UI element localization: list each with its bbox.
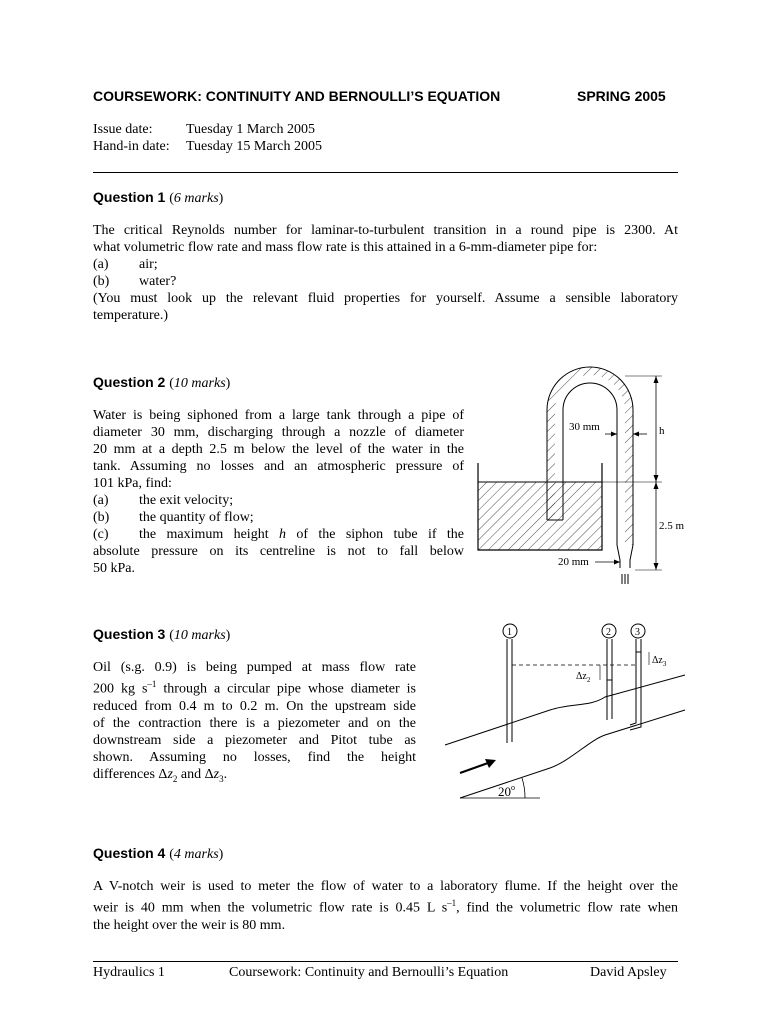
q4-line-2: weir is 40 mm when the volumetric flow rate is 0.45 L $s^{-1}$, find the volumetric flow rate when — [93, 898, 678, 916]
inclined-pipe-figure — [440, 615, 690, 810]
question-3-body — [93, 659, 416, 787]
document-term: SPRING 2005 — [577, 88, 666, 104]
q2-line: tank. Assuming no losses and an atmospheric pressure of — [93, 459, 464, 474]
q1-item-a-text: air; — [139, 257, 158, 272]
document-title: COURSEWORK: CONTINUITY AND BERNOULLI’S EQUATION — [93, 88, 501, 104]
q2-line: 20 mm at a depth 2.5 m below the level of the water in the — [93, 442, 464, 457]
label-2-5m: 2.5 m — [659, 520, 685, 532]
pitot-tube-left — [630, 639, 636, 725]
q3-line: of the contraction there is a piezometer and on the — [93, 715, 416, 731]
q2-line: diameter 30 mm, discharging through a nozzle of diameter — [93, 425, 464, 440]
question-1-label: Question 1 — [93, 189, 166, 205]
nozzle — [617, 545, 633, 568]
q2-item-c-variable: h — [278, 527, 286, 542]
q1-line: (You must look up the relevant fluid properties for yourself. Assume a sensible laboratory — [93, 291, 678, 306]
question-4-marks: 4 marks — [173, 847, 219, 862]
q2-line: 50 kPa. — [93, 561, 135, 576]
tank-water — [478, 482, 602, 550]
question-1-marks: 6 marks — [173, 191, 219, 206]
label-30mm: 30 mm — [569, 421, 600, 433]
dim-20mm-arrowhead — [614, 560, 620, 565]
header-divider — [93, 172, 678, 173]
label-h: h — [659, 425, 665, 437]
question-3-marks: 10 marks — [173, 628, 226, 643]
flow-arrow — [460, 763, 488, 773]
dim-30mm-arrowhead-left — [611, 432, 617, 437]
q3-line: shown. Assuming no losses, find the height — [93, 749, 416, 765]
question-4-title: Question 4 (4 marks) — [93, 845, 224, 862]
q3-line-7: differences $\Delta z_2$ and $\Delta z_3$. — [93, 766, 228, 784]
q2-line: absolute pressure on its centreline is not to fall below — [93, 544, 464, 559]
q2-line: Water is being siphoned from a large tank through a pipe of — [93, 408, 464, 423]
q1-item-b-label: (b) — [93, 274, 110, 289]
q4-line: the height over the weir is 80 mm. — [93, 917, 286, 933]
q2-item-a — [93, 492, 464, 509]
dz3-label: $\Delta z_3$ — [652, 655, 667, 668]
q1-line: The critical Reynolds number for laminar-to-turbulent transition in a round pipe is 2300. At — [93, 223, 678, 238]
q2-item-b-label: (b) — [93, 510, 110, 525]
q4-line: A V-notch weir is used to meter the flow of water to a laboratory flume. If the height over the — [93, 879, 678, 894]
footer-author: David Apsley — [590, 965, 667, 980]
station-1-label: 1 — [507, 627, 512, 638]
pipe-lower-wall — [460, 710, 685, 798]
q3-line: downstream side a piezometer and Pitot tube as — [93, 732, 416, 748]
footer-title: Coursework: Continuity and Bernoulli’s Equation — [229, 965, 509, 980]
handin-date-value: Tuesday 15 March 2005 — [186, 139, 322, 154]
q3-line: reduced from 0.4 m to 0.2 m. On the upstream side — [93, 698, 416, 714]
q1-item-a-label: (a) — [93, 257, 109, 272]
question-4-label: Question 4 — [93, 845, 166, 861]
station-2-label: 2 — [606, 627, 611, 638]
question-2-body — [93, 407, 464, 577]
station-3-label: 3 — [635, 627, 640, 638]
question-2-label: Question 2 — [93, 374, 166, 390]
footer-divider — [93, 961, 678, 962]
q3-line-2: 200 kg $s^{-1}$ through a circular pipe whose diameter is — [93, 679, 416, 697]
siphon-figure — [470, 360, 700, 600]
issue-date-value: Tuesday 1 March 2005 — [186, 122, 315, 137]
question-2-title: Question 2 (10 marks) — [93, 374, 231, 391]
angle-arc — [522, 778, 525, 798]
question-2-marks: 10 marks — [173, 376, 226, 391]
q1-item-b — [93, 273, 678, 290]
angle-label: 20$^o$ — [498, 783, 515, 799]
q2-item-a-label: (a) — [93, 493, 109, 508]
question-1-body — [93, 222, 678, 324]
q2-item-c-text-post: of the siphon tube if the — [296, 527, 465, 542]
question-1-title: Question 1 (6 marks) — [93, 189, 224, 206]
footer-course: Hydraulics 1 — [93, 965, 165, 980]
question-3-label: Question 3 — [93, 626, 166, 642]
dim-30mm-arrowhead-right — [633, 432, 639, 437]
pipe-upper-wall — [445, 675, 685, 745]
dim-25m-arrow-bottom — [654, 563, 659, 570]
dim-25m-arrow-top — [654, 482, 659, 489]
issue-date-label: Issue date: — [93, 122, 153, 137]
question-4-body — [93, 878, 678, 934]
dz2-label: $\Delta z_2$ — [576, 671, 591, 684]
label-20mm: 20 mm — [558, 556, 589, 568]
q2-item-c — [93, 526, 464, 543]
q2-item-c-text: the maximum height — [139, 527, 269, 542]
q3-line: Oil (s.g. 0.9) is being pumped at mass flow rate — [93, 660, 416, 675]
q2-item-b — [93, 509, 464, 526]
q2-line: 101 kPa, find: — [93, 476, 172, 491]
q1-item-b-text: water? — [139, 274, 177, 289]
dim-h-arrow-top — [654, 376, 659, 383]
q1-line: what volumetric flow rate and mass flow rate is this attained in a 6-mm-diameter pipe for: — [93, 240, 598, 255]
q2-item-a-text: the exit velocity; — [139, 493, 234, 508]
q2-item-b-text: the quantity of flow; — [139, 510, 254, 525]
q2-item-c-label: (c) — [93, 527, 109, 542]
q1-item-a — [93, 256, 678, 273]
q1-line: temperature.) — [93, 308, 169, 323]
handin-date-label: Hand-in date: — [93, 139, 170, 154]
dim-h-arrow-bottom — [654, 475, 659, 482]
question-3-title: Question 3 (10 marks) — [93, 626, 231, 643]
